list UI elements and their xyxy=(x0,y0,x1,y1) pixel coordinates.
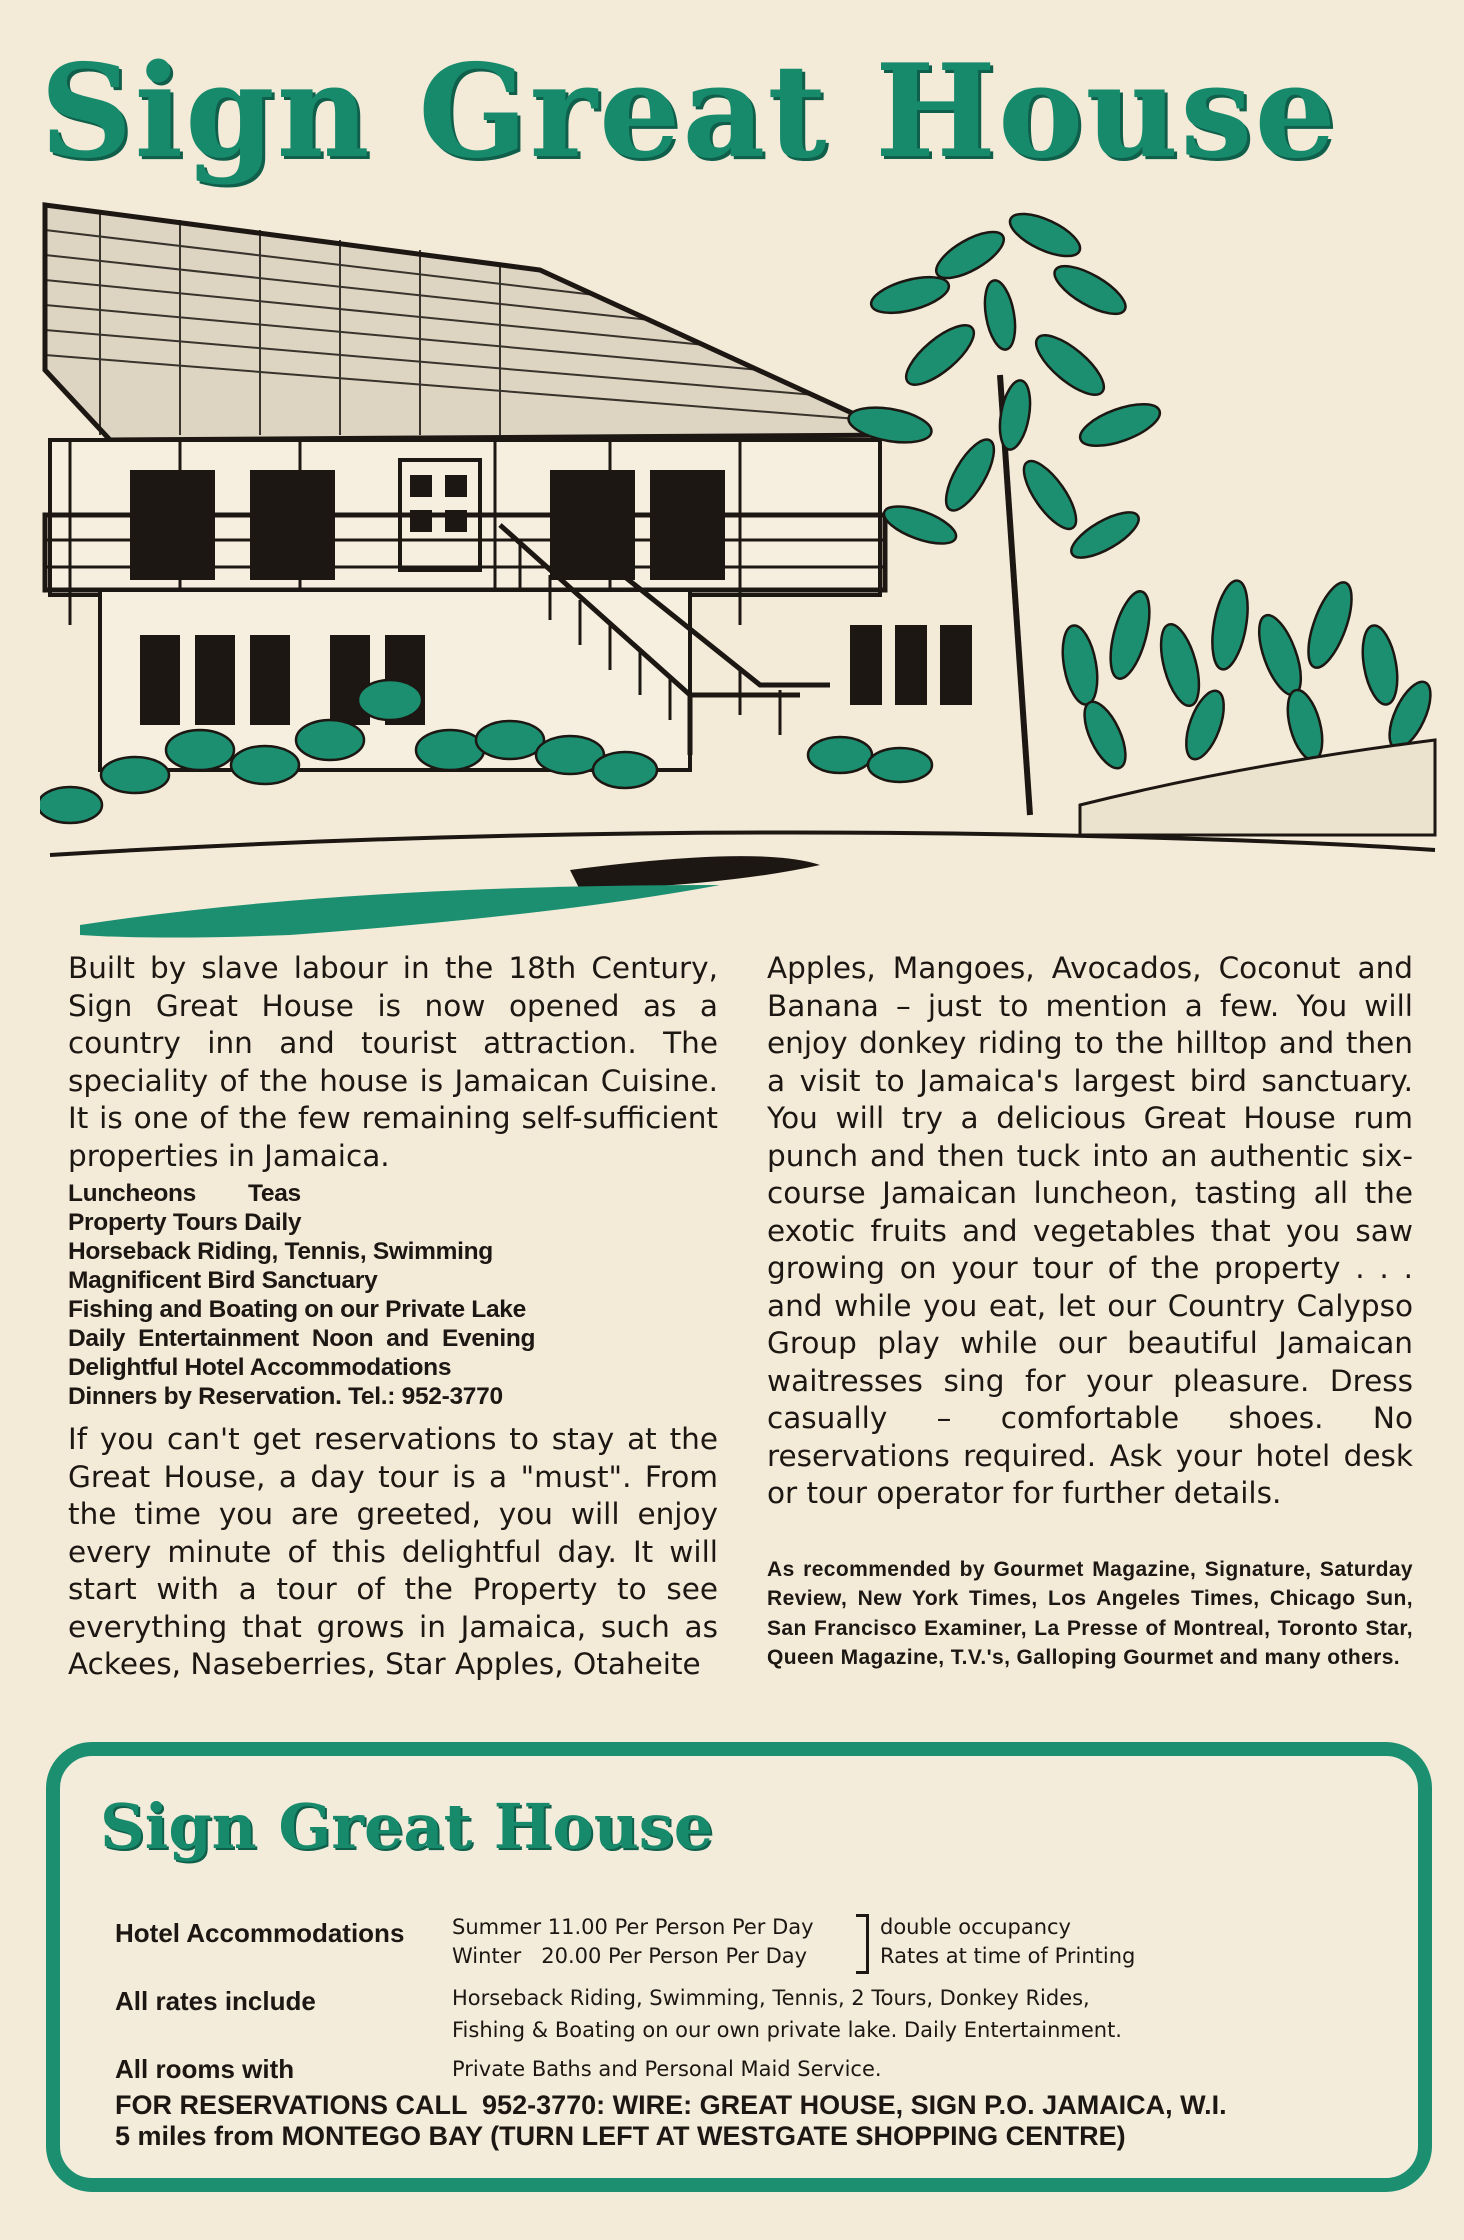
hotel-accommodations-label: Hotel Accommodations xyxy=(115,1918,405,1948)
winter-rate: Winter 20.00 Per Person Per Day xyxy=(452,1944,808,1968)
occupancy-note: double occupancy xyxy=(880,1915,1071,1939)
feature-item: Daily Entertainment Noon and Evening xyxy=(68,1325,536,1352)
directions-line: 5 miles from MONTEGO BAY (TURN LEFT AT WESTGATE SHOPPING CENTRE) xyxy=(115,2121,1126,2151)
upper-window xyxy=(130,470,215,580)
lawn-patch xyxy=(80,885,720,938)
lower-window xyxy=(250,635,290,725)
feature-list xyxy=(68,1179,718,1411)
rates-printing-note: Rates at time of Printing xyxy=(880,1944,1136,1968)
rate-card xyxy=(46,1742,1432,2192)
right-column xyxy=(767,950,1413,1673)
stone-wall xyxy=(1080,740,1435,835)
summer-rate: Summer 11.00 Per Person Per Day xyxy=(452,1915,814,1939)
rooms-label: All rooms with xyxy=(115,2054,295,2084)
upper-window xyxy=(650,470,725,580)
left-column xyxy=(68,950,718,1684)
includes-line-1: Horseback Riding, Swimming, Tennis, 2 Tours, Donkey Rides, xyxy=(452,1986,1090,2010)
rooms-text: Private Baths and Personal Maid Service. xyxy=(452,2057,882,2081)
rates-include-label: All rates include xyxy=(115,1986,316,2016)
lower-window xyxy=(850,625,882,705)
intro-paragraph: Built by slave labour in the 18th Century, Sign Great House is now opened as a country inn and tourist attraction. The speciality of the house is Jamaican Cuisine. It is one of the few remaining self-sufficient properties in Jamaica. xyxy=(68,951,718,1173)
reservations-line: FOR RESERVATIONS CALL 952-3770: WIRE: GREAT HOUSE, SIGN P.O. JAMAICA, W.I. xyxy=(115,2090,1227,2120)
includes-line-2: Fishing & Boating on our own private lake. Daily Entertainment. xyxy=(452,2018,1122,2042)
feature-item: Delightful Hotel Accommodations xyxy=(68,1354,452,1381)
ground-shadow xyxy=(570,856,820,890)
rate-bracket xyxy=(856,1914,869,1974)
feature-item: Luncheons Teas xyxy=(68,1180,301,1207)
feature-item: Fishing and Boating on our Private Lake xyxy=(68,1296,526,1323)
lower-window xyxy=(895,625,927,705)
great-house-illustration xyxy=(40,195,1440,940)
lower-window xyxy=(940,625,972,705)
rate-card-title: Sign Great House xyxy=(100,1790,714,1863)
bushes-right xyxy=(1057,577,1439,774)
feature-item: Property Tours Daily xyxy=(68,1209,302,1236)
page-title: Sign Great House xyxy=(40,37,1338,187)
lower-window xyxy=(195,635,235,725)
lower-window xyxy=(140,635,180,725)
continuation-paragraph: Apples, Mangoes, Avocados, Coconut and Banana – just to mention a few. You will enjoy donkey riding to the hilltop and then a visit to Jamaica's largest bird sanctuary. You will try a delicious Great House rum punch and then tuck into an authentic six-course Jamaican luncheon, tasting all the exotic fruits and vegetables that you saw growing on your tour of the property . . . and while you eat, let our Country Calypso Group play while our beautiful Jamaican waitresses sing for your pleasure. Dress casually – comfortable shoes. No reservations required. Ask your hotel desk or tour operator for further details. xyxy=(767,951,1413,1510)
feature-item: Horseback Riding, Tennis, Swimming xyxy=(68,1238,493,1265)
feature-item: Dinners by Reservation. Tel.: 952-3770 xyxy=(68,1383,503,1410)
day-tour-paragraph: If you can't get reservations to stay at the Great House, a day tour is a "must". From the time you are greeted, you will enjoy every minute of this delightful day. It will start with a tour of the Property to see everything that grows in Jamaica, such as Ackees, Naseberries, Star Apples, Otaheite xyxy=(68,1422,718,1681)
feature-item: Magnificent Bird Sanctuary xyxy=(68,1267,378,1294)
upper-window xyxy=(250,470,335,580)
tree-foliage xyxy=(846,205,1165,566)
recommendations: As recommended by Gourmet Magazine, Signature, Saturday Review, New York Times, Los Angeles Times, Chicago Sun, San Francisco Examiner, La Presse of Montreal, Toronto Star, Queen Magazine, T.V.'s, Galloping Gourmet and many others. xyxy=(767,1557,1413,1669)
